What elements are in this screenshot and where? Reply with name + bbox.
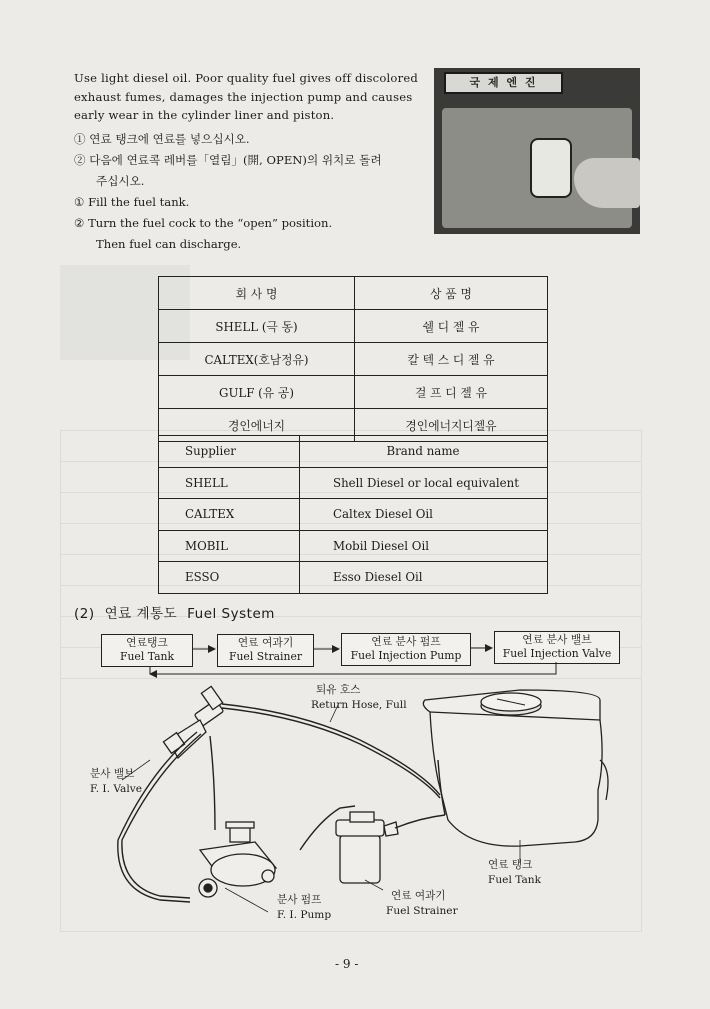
section-title-en: Fuel System [187,606,275,622]
table-cell: Shell Diesel or local equivalent [300,467,548,499]
label-en: F. I. Valve [90,783,142,795]
flow-label-en: Fuel Injection Valve [502,647,612,660]
label-en: Fuel Strainer [386,905,458,917]
engine-nameplate: 국 제 엔 진 [444,72,563,94]
flow-label-en: Fuel Injection Pump [350,649,462,662]
label-return-hose [311,683,407,713]
table-cell: CALTEX(호남정유) [159,343,355,376]
table-cell: MOBIL [159,530,300,562]
label-ko: 분사 밸브 [90,768,135,780]
label-en: Return Hose, Full [311,699,407,711]
intro-paragraph: Use light diesel oil. Poor quality fuel gives off discolored exhaust fumes, damages the injection pump and causes early wear in the cylinder liner and piston. [74,71,419,122]
section-number: (2) [74,606,95,622]
table-cell: SHELL [159,467,300,499]
table-cell: Esso Diesel Oil [300,562,548,594]
step-en-2: ② Turn the fuel cock to the “open” position. [74,216,333,230]
fi-valve-illustration [163,686,223,758]
table-cell: 경인에너지 [159,409,355,442]
flow-label-ko: 연료 분사 밸브 [522,633,592,646]
flow-label-ko: 연료 분사 펌프 [371,635,441,648]
label-ko: 연료 탱크 [488,859,533,871]
flow-arrows [150,648,556,674]
label-fi-pump [277,893,331,923]
label-ko: 연료 여과기 [391,890,446,902]
label-fuel-tank [488,858,541,888]
table-cell: Caltex Diesel Oil [300,499,548,531]
table-header: 회 사 명 [159,277,355,310]
table-header: Brand name [300,436,548,468]
label-en: Fuel Tank [488,874,541,886]
table-cell: GULF (유 공) [159,376,355,409]
table-cell: 쉘 디 젤 유 [355,310,548,343]
step-en-1: ① Fill the fuel tank. [74,195,190,209]
fi-pump-illustration [199,822,276,897]
flow-label-en: Fuel Tank [119,650,175,663]
label-ko: 퇴유 호스 [316,684,361,696]
flow-label-ko: 연료탱크 [126,636,168,649]
label-fi-valve [90,767,142,797]
step-ko-2: ② 다음에 연료콕 레버를「열림」(開, OPEN)의 위치로 돌려 [74,153,382,167]
fuel-pipes [118,704,445,902]
table-cell: 칼 텍 스 디 젤 유 [355,343,548,376]
flow-label-ko: 연료 여과기 [237,636,294,649]
label-en: F. I. Pump [277,909,332,921]
table-cell: 경인에너지디젤유 [355,409,548,442]
table-header: 상 품 명 [355,277,548,310]
label-ko: 분사 펌프 [277,894,322,906]
fuel-strainer-illustration [336,812,398,883]
table-cell: CALTEX [159,499,300,531]
step-ko-2-cont: 주십시오. [96,174,145,188]
table-cell: ESSO [159,562,300,594]
step-ko-1: ① 연료 탱크에 연료를 넣으십시오. [74,132,250,146]
flow-label-en: Fuel Strainer [228,650,302,663]
step-en-2-cont: Then fuel can discharge. [96,237,242,251]
fuel-tank-illustration [423,690,608,846]
table-header: Supplier [159,436,300,468]
section-title-ko: 연료 계통도 [104,606,178,622]
table-cell: SHELL (극 동) [159,310,355,343]
label-fuel-strainer [386,889,458,919]
table-cell: Mobil Diesel Oil [300,530,548,562]
table-cell: 걸 프 디 젤 유 [355,376,548,409]
page-number: - 9 - [335,957,359,971]
